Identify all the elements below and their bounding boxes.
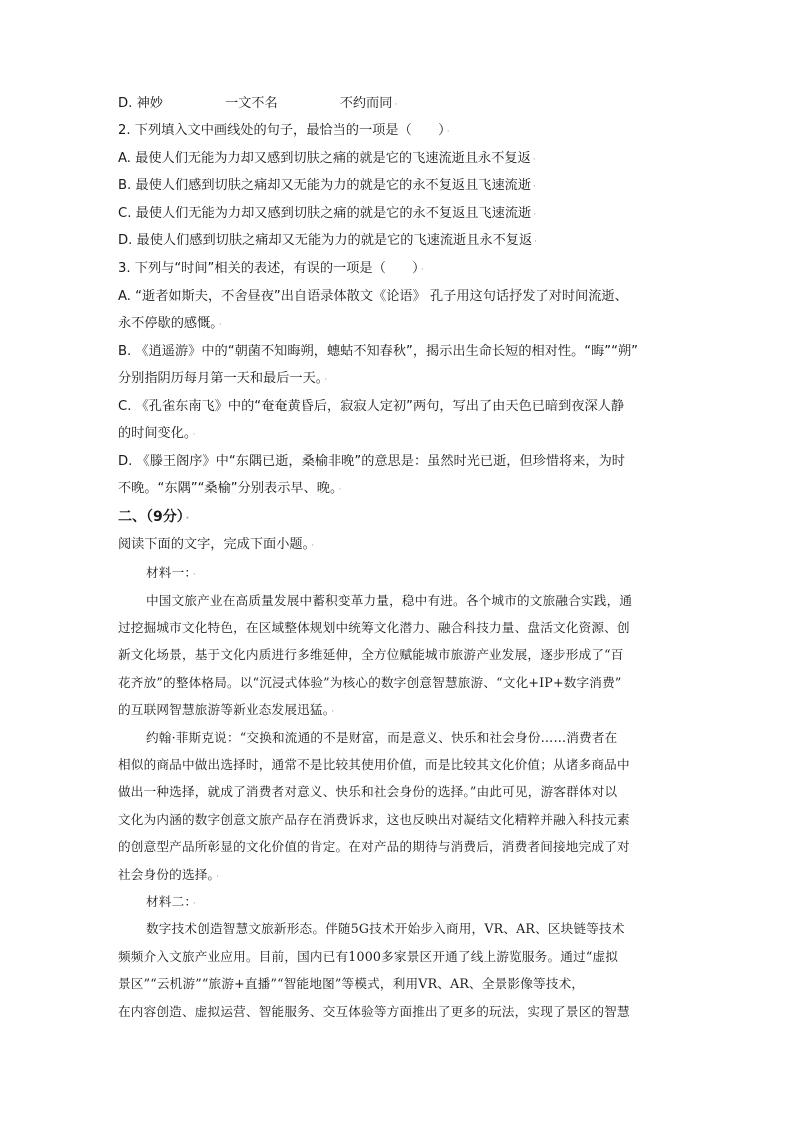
q2-stem: 2. 下列填入文中画线处的句子，最恰当的一项是（ ） · <box>118 123 450 138</box>
section-heading: 二、（9分） · <box>118 509 190 525</box>
q2-option-c: C. 最使人们无能为力却又感到切肤之痛的就是它的永不复返且飞速流逝 · <box>118 206 537 221</box>
material1-para1-line1: 中国文旅产业在高质量发展中蓄积变革力量，稳中有进。各个城市的文旅融合实践，通 <box>146 593 633 608</box>
q3-option-c-line1: C. 《孔雀东南飞》中的“奄奄黄昏后，寂寂人定初”两句，写出了由天色已暗到夜深人静 <box>118 399 625 414</box>
material1-label: 材料一： · <box>146 565 196 580</box>
material1-para1-line5: 的互联网智慧旅游等新业态发展迅猛。 · <box>118 702 335 717</box>
material2-para1-line2: 频频介入文旅产业应用。目前，国内已有1000多家景区开通了线上游览服务。通过“虚拟 <box>118 949 619 964</box>
q3-option-b-line1: B. 《逍遥游》中的“朝菌不知晦朔，蟪蛄不知春秋”，揭示出生命长短的相对性。“晦”“朔” <box>118 344 638 359</box>
material1-para1-line2: 过挖掘城市文化特色，在区域整体规划中统筹文化潜力、融合科技力量、盘活文化资源、创 <box>118 620 630 635</box>
material1-para2-line5: 的创意型产品所彰显的文化价值的肯定。在对产品的期待与消费后，消费者间接地完成了对 <box>118 839 630 854</box>
q2-option-b: B. 最使人们感到切肤之痛却又无能为力的就是它的永不复返且飞速流逝 · <box>118 178 536 193</box>
q1-option-d: D. 神妙 一文不名 不约而同 · <box>118 96 398 111</box>
q3-option-a-line2: 永不停歇的感慨。 · <box>118 316 222 331</box>
q1-option-d-word1: 神妙 <box>136 96 163 111</box>
q2-option-d: D. 最使人们感到切肤之痛却又无能为力的就是它的飞速流逝且永不复返 · <box>118 233 538 248</box>
q3-stem: 3. 下列与“时间”相关的表述，有误的一项是（ ） · <box>118 261 424 276</box>
material2-para1-line4: 在内容创造、虚拟运营、智能服务、交互体验等方面推出了更多的玩法，实现了景区的智慧 <box>118 1004 630 1019</box>
q2-option-a: A. 最使人们无能为力却又感到切肤之痛的就是它的飞速流逝且永不复返 · <box>118 151 536 166</box>
material1-para2-line3: 做出一种选择，就成了消费者对意义、快乐和社会身份的选择。”由此可见，游客群体对以 <box>118 784 618 799</box>
material1-para2-line2: 相似的商品中做出选择时，通常不是比较其使用价值，而是比较其文化价值；从诸多商品中 <box>118 757 630 772</box>
q3-option-a-line1: A. “逝者如斯夫，不舍昼夜”出自语录体散文《论语》 孔子用这句话抒发了对时间流逝、 <box>118 289 628 304</box>
material1-para2-line6: 社会身份的选择。 · <box>118 867 220 882</box>
material2-label: 材料二： · <box>146 894 196 909</box>
material2-para1-line1: 数字技术创造智慧文旅新形态。伴随5G技术开始步入商用，VR、AR、区块链等技术 <box>146 921 625 936</box>
q3-option-d-line1: D. 《滕王阁序》中“东隅已逝，桑榆非晚”的意思是：虽然时光已逝，但珍惜将来，为时 <box>118 454 625 469</box>
material2-para1-line3: 景区”“云机游”“旅游+直播”“智能地图”等模式，利用VR、AR、全景影像等技术， <box>118 976 585 991</box>
q1-option-d-word3: 不约而同 <box>339 96 393 111</box>
q3-option-c-line2: 的时间变化。 · <box>118 426 196 441</box>
material1-para1-line3: 新文化场景，基于文化内质进行多维延伸，全方位赋能城市旅游产业发展，逐步形成了“百 <box>118 647 624 662</box>
q1-option-d-word2: 一文不名 <box>224 96 278 111</box>
section-instruction: 阅读下面的文字，完成下面小题。 · <box>118 537 315 552</box>
material1-para2-line1: 约翰·菲斯克说：“交换和流通的不是财富，而是意义、快乐和社会身份……消费者在 <box>146 730 618 745</box>
q1-option-d-letter: D. <box>118 96 133 111</box>
q3-option-d-line2: 不晚。“东隅”“桑榆”分别表示早、晚。 · <box>118 481 342 496</box>
material1-para2-line4: 文化为内涵的数字创意文旅产品存在消费诉求，这也反映出对凝结文化精粹并融入科技元素 <box>118 812 630 827</box>
material1-para1-line4: 花齐放”的整体格局。以“沉浸式体验”为核心的数字创意智慧旅游、“文化+IP+数字消费” <box>118 675 622 690</box>
q3-option-b-line2: 分别指阴历每月第一天和最后一天。 · <box>118 371 328 386</box>
